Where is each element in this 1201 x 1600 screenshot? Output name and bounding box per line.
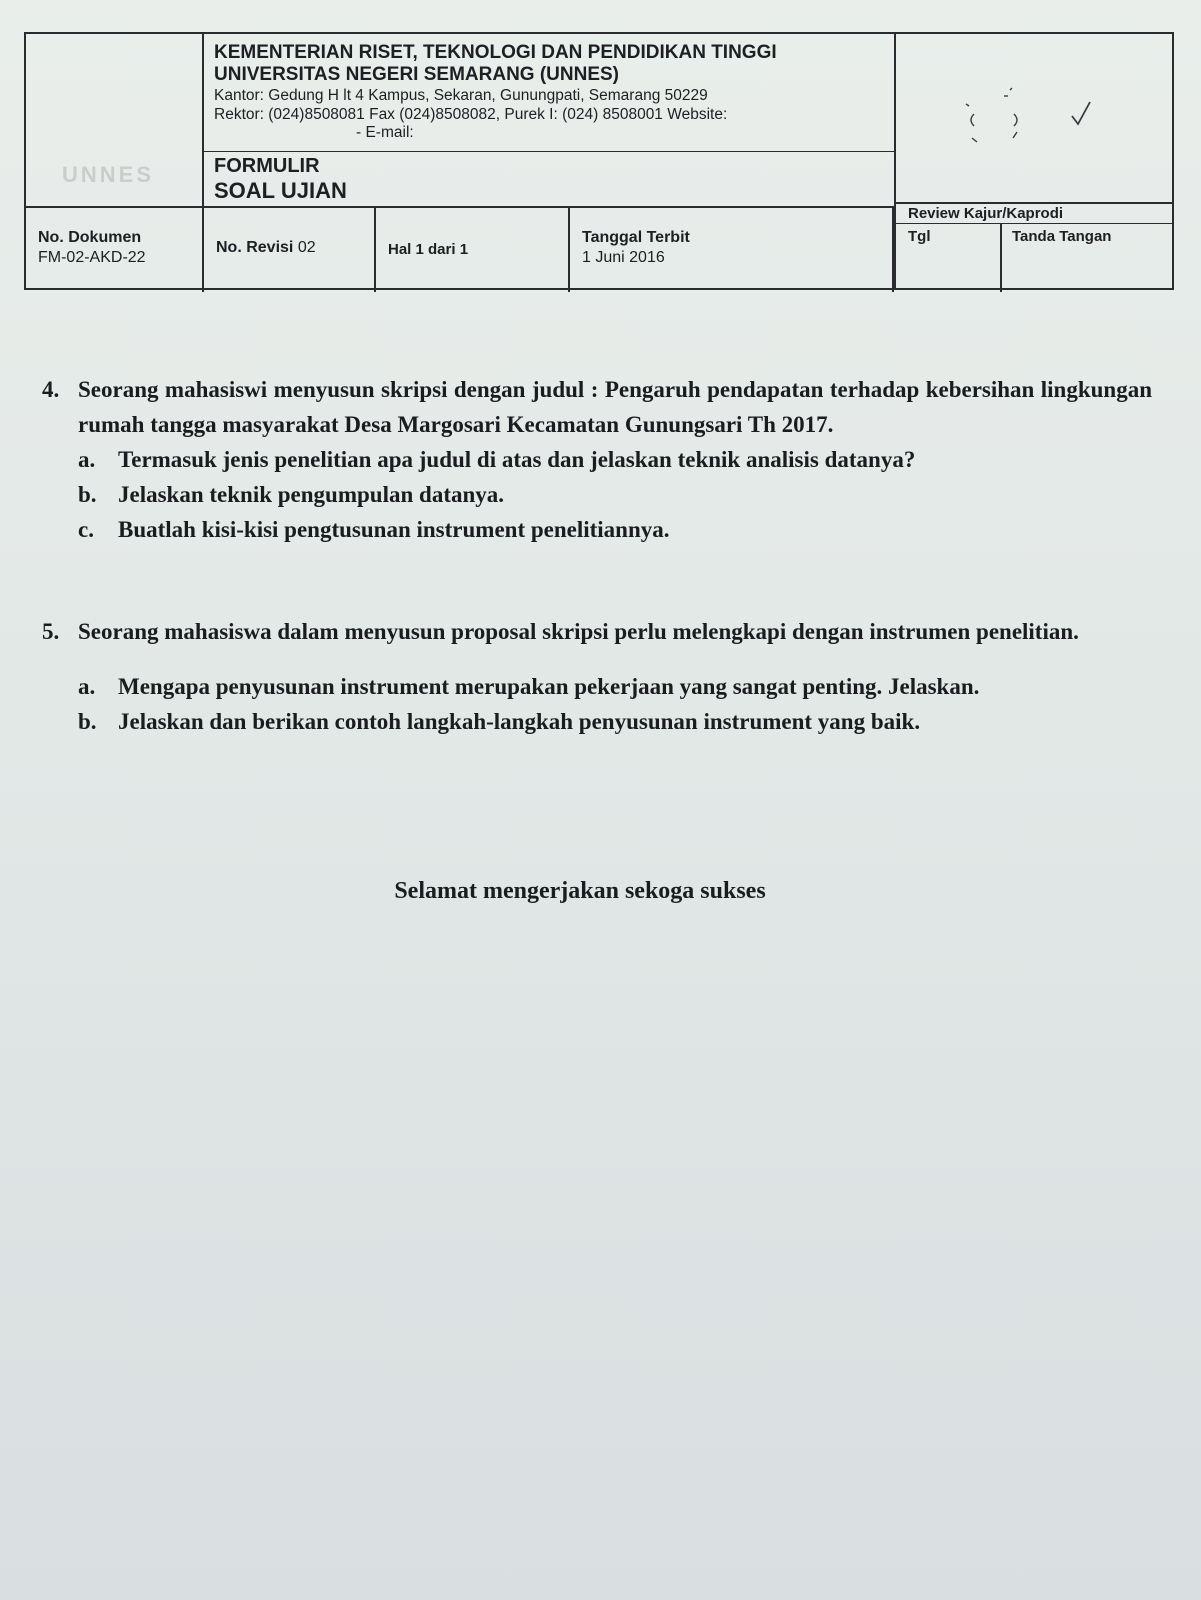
stamp-area [894,34,1172,202]
contact-numbers: Rektor: (024)8508081 Fax (024)8508082, Purek I: (024) 8508001 Website: [214,106,728,123]
ministry-name: KEMENTERIAN RISET, TEKNOLOGI DAN PENDIDIKAN TINGGI [214,42,777,63]
logo-cell [26,34,204,206]
review-cell [894,202,1172,290]
page-info: Hal 1 dari 1 [388,241,469,258]
review-date-label: Tgl [908,228,931,245]
item-text: Termasuk jenis penelitian apa judul di atas dan jelaskan teknik analisis datanya? [118,447,916,472]
question-number: 4. [42,377,60,402]
question-item [42,512,1152,547]
item-text: Mengapa penyusunan instrument merupakan pekerjaan yang sangat penting. Jelaskan. [118,674,980,699]
item-letter: b. [78,482,97,507]
form-subtitle: SOAL UJIAN [214,178,347,203]
document-info-row [26,206,894,290]
issue-date-label: Tanggal Terbit [582,229,690,246]
question-item [42,704,1152,739]
doc-number-label: No. Dokumen [38,229,142,246]
question-4 [42,372,1152,547]
review-divider [1000,224,1002,292]
issue-date-value: 1 Juni 2016 [582,249,665,266]
page-info-cell [376,208,570,292]
revision-cell [204,208,376,292]
review-sign-label: Tanda Tangan [1012,228,1112,245]
question-item [42,442,1152,477]
doc-number-cell [26,208,204,292]
university-name: UNIVERSITAS NEGERI SEMARANG (UNNES) [214,64,620,85]
issue-date-cell [570,208,894,292]
office-address: Kantor: Gedung H lt 4 Kampus, Sekaran, Gunungpati, Semarang 50229 [214,87,708,104]
item-letter: b. [78,709,97,734]
closing-message: Selamat mengerjakan sekoga sukses [394,878,766,904]
revision-value: 02 [297,239,316,256]
question-item [42,669,1152,704]
question-5 [42,614,1152,739]
item-letter: a. [78,674,96,699]
email-line: - E-mail: [356,124,414,141]
question-text: Seorang mahasiswi menyusun skripsi dengan judul : Pengaruh pendapatan terhadap kebersihan lingkungan rumah tangga masyarakat Desa Margosari Kecamatan Gunungsari Th 2017. [78,377,1152,437]
institution-block [204,34,894,152]
form-title: FORMULIR [214,155,320,177]
revision-label: No. Revisi [216,239,294,256]
question-number: 5. [42,619,60,644]
form-header-table [24,32,1174,290]
faint-stamp-marks [896,34,1174,202]
item-text: Jelaskan dan berikan contoh langkah-langkah penyusunan instrument yang baik. [118,709,921,734]
unnes-logo: UNNES [62,162,155,187]
item-letter: a. [78,447,96,472]
item-text: Buatlah kisi-kisi pengtusunan instrument penelitiannya. [118,517,670,542]
question-item [42,477,1152,512]
review-title: Review Kajur/Kaprodi [896,204,1172,224]
check-mark-icon [1072,102,1090,124]
question-text: Seorang mahasiswa dalam menyusun proposal skripsi perlu melengkapi dengan instrumen penelitian. [78,619,1079,644]
form-title-block [204,152,894,206]
item-letter: c. [78,517,94,542]
item-text: Jelaskan teknik pengumpulan datanya. [118,482,505,507]
doc-number-value: FM-02-AKD-22 [38,249,146,266]
